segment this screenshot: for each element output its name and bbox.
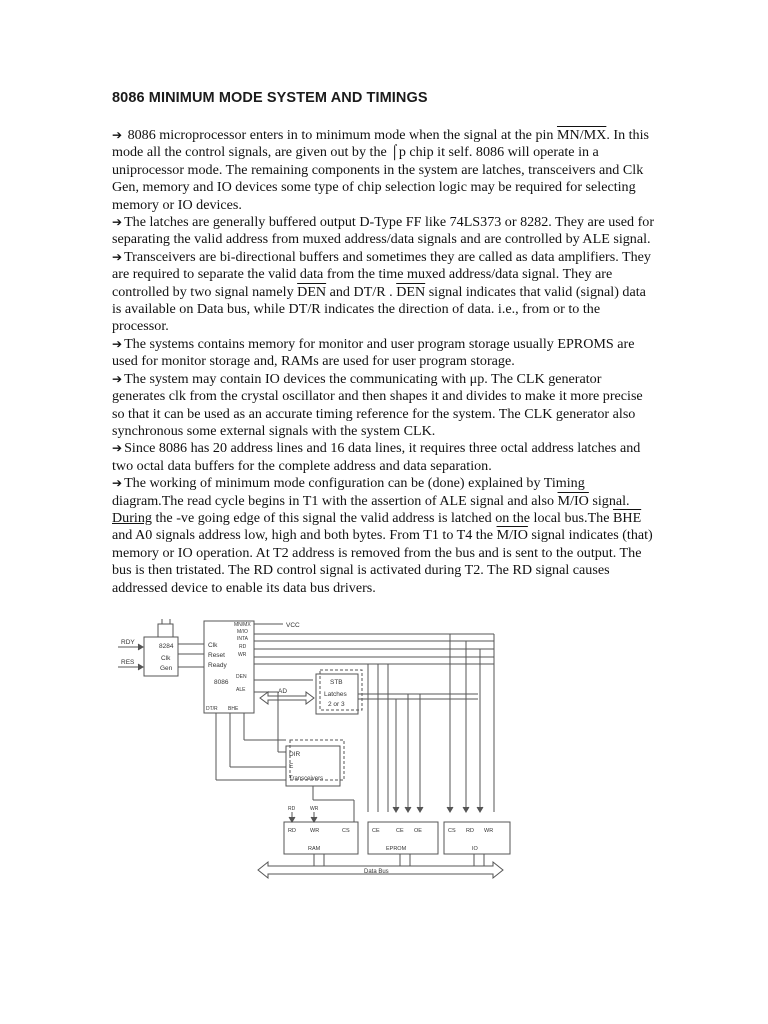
arrow-right-icon: ➔ — [112, 476, 123, 491]
arrow-right-icon: ➔ — [112, 336, 123, 351]
paragraph-1 — [112, 127, 657, 214]
cpu-inta-pin: INTA — [237, 636, 249, 642]
paragraph-7 — [112, 475, 657, 597]
eprom-ce2-pin: CE — [396, 828, 404, 834]
eprom-oe-pin: OE — [414, 828, 422, 834]
rdy-label: RDY — [121, 639, 135, 646]
vcc-label: VCC — [286, 622, 300, 629]
arrow-right-icon: ➔ — [112, 128, 123, 142]
signal-rd: RD — [512, 562, 533, 579]
text-run: signal indicates that valid (signal) data is available on Data bus, while — [112, 283, 646, 318]
rd-signal-label: RD — [288, 806, 296, 812]
clkgen-number: 8284 — [159, 643, 174, 650]
paragraph-3 — [112, 249, 657, 336]
integral-glyph: ⌠ — [390, 144, 399, 161]
text-run: and — [326, 283, 354, 300]
paragraph-5 — [112, 371, 657, 441]
cpu-wr-pin: WR — [238, 652, 247, 658]
text-run: indicates the direction of data. i.e., from or to the processor. — [112, 301, 601, 335]
document-body — [112, 127, 657, 597]
cpu-mnmx-pin: MN/MX — [234, 622, 251, 628]
paragraph-6 — [112, 440, 657, 475]
eprom-ce-pin: CE — [372, 828, 380, 834]
arrow-right-icon: ➔ — [112, 371, 123, 386]
cpu-bhe-pin: BHE — [228, 706, 239, 712]
text-run: 8086 microprocessor enters in to minimum mode when the signal at the pin — [124, 127, 557, 143]
text-run: signal causes addressed device to enable its data bus drivers. — [112, 562, 610, 596]
clkgen-gen-label: Gen — [160, 665, 173, 672]
text-run: . — [385, 283, 397, 300]
trans-oe-label: E — [289, 763, 294, 770]
text-run: the -ve going edge of this signal the valid address is latched on the local bus.The — [151, 509, 613, 526]
cpu-mio-pin: M/IO — [237, 629, 248, 635]
clkgen-clk-label: Clk — [161, 655, 171, 662]
text-run: Transceivers are bi-directional buffers and sometimes they are called as data amplifiers. They are required to separate the valid data from the time muxed address/data signal. They are controlled by two signal namely — [112, 248, 651, 300]
text-run: signal. — [588, 492, 630, 509]
trans-dir-label: DIR — [289, 751, 301, 758]
text-run: The latches are generally buffered output D-Type FF like 74LS373 or 8282. They are used for separating the valid address from muxed address/data signals and are controlled by ALE signal. — [112, 214, 655, 248]
signal-mio: M/IO — [496, 527, 528, 544]
cpu-den-pin: DEN — [236, 674, 247, 680]
text-run: The working of minimum mode configuration can be (done) explained by Timing diagram.The read cycle begins in T1 with the assertion of ALE signal and also — [112, 475, 585, 509]
signal-bhe: $\overline{BHE}$ — [613, 509, 642, 526]
page-title: 8086 MINIMUM MODE SYSTEM AND TIMINGS — [112, 90, 428, 106]
io-cs-pin: CS — [448, 828, 456, 834]
text-run: p chip it self. 8086 will operate in a uniprocessor mode. The remaining components in the system are latches, transceivers and Clk Gen, memory and IO devices some type of chip selection logic may be required for selecting memory or IO devices. — [112, 144, 644, 213]
text-run: Since 8086 has 20 address lines and 16 data lines, it requires three octal address latches and two octal data buffers for the complete address and data separation. — [112, 440, 641, 474]
text-run: signal indicates (that) memory or IO operation. At T2 address is removed from the bus and is sent to the output. The bus is then tristated. The — [112, 527, 653, 579]
res-label: RES — [121, 659, 135, 666]
io-rd-pin: RD — [466, 828, 474, 834]
signal-den: $\overline{DEN}$ — [297, 283, 327, 300]
ram-name: RAM — [308, 846, 321, 852]
ram-rd-pin: RD — [288, 828, 296, 834]
cpu-rd-pin: RD — [239, 644, 247, 650]
ram-block — [284, 822, 358, 854]
text-run: The system may contain IO devices the communicating with μp. The CLK generator generates clk from the crystal oscillator and then shapes it and divides to make it more precise so that it can be used as an accurate timing reference for the system. The CLK generator also synchronous some external signals with the system CLK. — [112, 370, 643, 439]
cpu-dtr-pin: DT/R — [206, 706, 218, 712]
arrow-right-icon: ➔ — [112, 441, 123, 456]
ram-cs-pin: CS — [342, 828, 350, 834]
ram-wr-pin: WR — [310, 828, 320, 834]
latch-stb-label: STB — [330, 679, 343, 686]
pin-name: MN/MX — [556, 127, 607, 143]
arrow-right-icon: ➔ — [112, 215, 123, 230]
cpu-ready-pin: Ready — [208, 662, 227, 669]
minimum-mode-diagram — [118, 612, 538, 897]
io-wr-pin: WR — [484, 828, 494, 834]
signal-dtr: DT/R — [353, 283, 386, 300]
paragraph-2 — [112, 214, 657, 249]
cpu-ale-pin: ALE — [236, 687, 246, 693]
trans-name: Transceivers — [289, 776, 324, 782]
text-run: The systems contains memory for monitor and user program storage usually EPROMS are used for monitor storage and, RAMs are used for user program storage. — [112, 335, 635, 370]
io-name: IO — [472, 846, 478, 852]
cpu-clk-pin: Clk — [208, 642, 218, 649]
signal-dtr: DT/R — [288, 301, 321, 318]
ad-bus-label: AD — [278, 688, 288, 695]
text-run: and A0 signals address low, high and both bytes. From T1 to T4 the — [112, 527, 497, 544]
data-bus-label: Data Bus — [364, 869, 389, 875]
latch-count: 2 or 3 — [328, 701, 345, 708]
latch-name: Latches — [324, 691, 347, 698]
text-run: control signal is activated during T2. The — [273, 562, 513, 579]
wr-signal-label: WR — [310, 806, 319, 812]
paragraph-4 — [112, 336, 657, 371]
eprom-name: EPROM — [386, 846, 407, 852]
underlined-word: During — [112, 509, 152, 526]
signal-mio: M/IO — [557, 492, 589, 509]
cpu-reset-pin: Reset — [208, 652, 225, 659]
cpu-name: 8086 — [214, 679, 229, 686]
arrow-right-icon: ➔ — [112, 249, 123, 264]
signal-rd: RD — [253, 562, 274, 579]
text-run: . In this mode all the control signals, are given out by the — [112, 127, 650, 161]
signal-den: $\overline{DEN}$ — [396, 283, 426, 300]
